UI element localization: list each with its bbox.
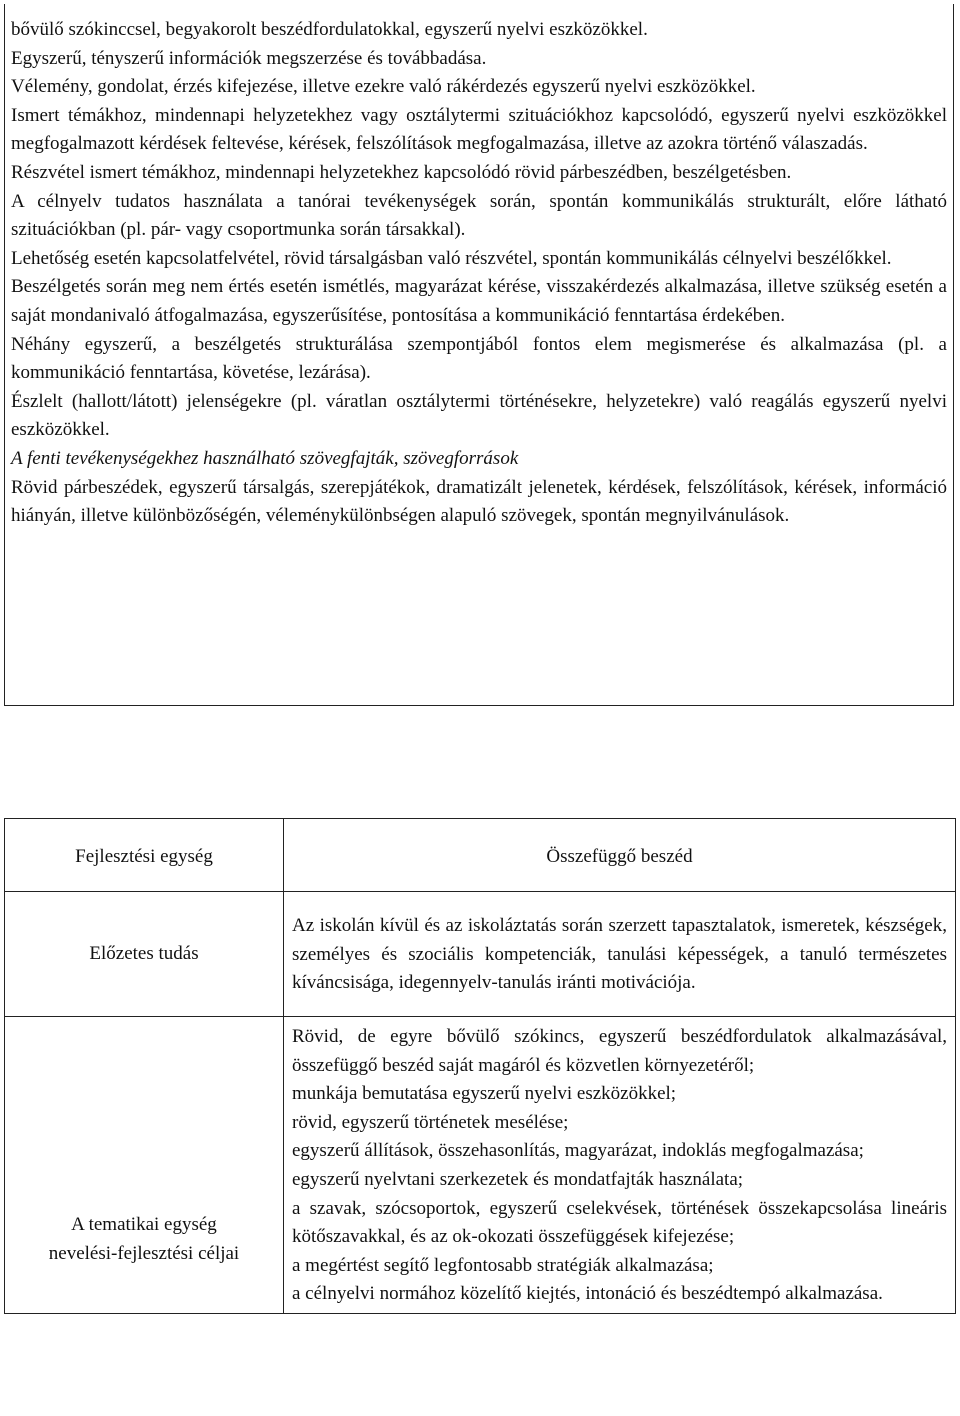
list-item: a megértést segítő legfontosabb stratégiák alkalmazása;: [292, 1254, 714, 1276]
upper-text-block: [4, 4, 954, 706]
paragraph: Egyszerű, tényszerű információk megszerzése és továbbadása.: [11, 47, 487, 69]
list-item: munkája bemutatása egyszerű nyelvi eszközökkel;: [292, 1083, 677, 1105]
row-label-development-unit: Fejlesztési egység: [5, 819, 284, 892]
table-row: [5, 819, 956, 892]
row-label-goals: [5, 1017, 284, 1314]
list-item: rövid, egyszerű történetek mesélése;: [292, 1111, 569, 1133]
paragraph: bővülő szókinccsel, begyakorolt beszédfordulatokkal, egyszerű nyelvi eszközökkel.: [11, 19, 648, 40]
text-types-heading: A fenti tevékenységekhez használható szövegfajták, szövegforrások: [11, 447, 519, 469]
goals-label-line: nevelési-fejlesztési céljai: [48, 1242, 240, 1264]
goals-label-line: A tematikai egység: [71, 1214, 217, 1236]
unit-table: [4, 818, 956, 1314]
paragraph: Lehetőség esetén kapcsolatfelvétel, rövid társalgásban való részvétel, spontán kommunikálás célnyelvi beszélőkkel.: [11, 247, 892, 269]
table-row: [5, 892, 956, 1017]
paragraph: Részvétel ismert témákhoz, mindennapi helyzetekhez kapcsolódó rövid párbeszédben, beszélgetésben.: [11, 161, 792, 183]
list-item: egyszerű állítások, összehasonlítás, magyarázat, indoklás megfogalmazása;: [292, 1140, 864, 1162]
list-item: egyszerű nyelvtani szerkezetek és mondatfajták használata;: [292, 1168, 744, 1190]
list-item: a célnyelvi normához közelítő kiejtés, intonáció és beszédtempó alkalmazása.: [292, 1283, 883, 1305]
paragraph: Ismert témákhoz, mindennapi helyzetekhez vagy osztálytermi szituációkhoz kapcsolódó, egyszerű nyelvi eszközökkel megfogalmazott kérdések feltevése, kérések, felszólítások megfogalmazása, illetve az azokra történő válaszadás.: [11, 104, 947, 155]
paragraph: Néhány egyszerű, a beszélgetés strukturálása szempontjából fontos elem megismerése és alkalmazása (pl. a kommunikáció fenntartása, követése, lezárása).: [11, 333, 947, 384]
paragraph: Rövid párbeszédek, egyszerű társalgás, szerepjátékok, dramatizált jelenetek, kérdések, felszólítások, kérések, információ hiányán, illetve különbözőségén, véleménykülönbségen alapuló szövegek, spontán megnyilvánulások.: [11, 476, 947, 527]
table-row: [5, 1017, 956, 1314]
prior-knowledge-value: Az iskolán kívül és az iskoláztatás során szerzett tapasztalatok, ismeretek, készségek, személyes és szociális kompetenciák, tanulási képességek, a tanuló természetes kíváncsisága, idegennyelv-tanulás iránti motivációja.: [284, 892, 956, 1017]
paragraph: A célnyelv tudatos használata a tanórai tevékenységek során, spontán kommunikálás strukturált, előre látható szituációkban (pl. pár- vagy csoportmunka során társakkal).: [11, 190, 947, 241]
paragraph: Észlelt (hallott/látott) jelenségekre (pl. váratlan osztálytermi történésekre, helyzetekre) való reagálás egyszerű nyelvi eszközökkel.: [11, 390, 947, 441]
list-item: Rövid, de egyre bővülő szókincs, egyszerű beszédfordulatok alkalmazásával, összefüggő beszéd saját magáról és közvetlen környezetéről;: [292, 1026, 947, 1076]
list-item: a szavak, szócsoportok, egyszerű cselekvések, történések összekapcsolása lineáris kötőszavakkal, és az ok-okozati összefüggések kifejezése;: [292, 1197, 947, 1248]
goals-value: [284, 1017, 956, 1314]
paragraph: Vélemény, gondolat, érzés kifejezése, illetve ezekre való rákérdezés egyszerű nyelvi eszközökkel.: [11, 76, 756, 98]
paragraph: Beszélgetés során meg nem értés esetén ismétlés, magyarázat kérése, visszakérdezés alkalmazása, illetve szükség esetén a saját mondanivaló átfogalmazása, egyszerűsítése, pontosítása a kommunikáció fenntartása érdekében.: [11, 276, 947, 326]
row-label-prior-knowledge: Előzetes tudás: [5, 892, 284, 1017]
development-unit-value: Összefüggő beszéd: [284, 819, 956, 892]
